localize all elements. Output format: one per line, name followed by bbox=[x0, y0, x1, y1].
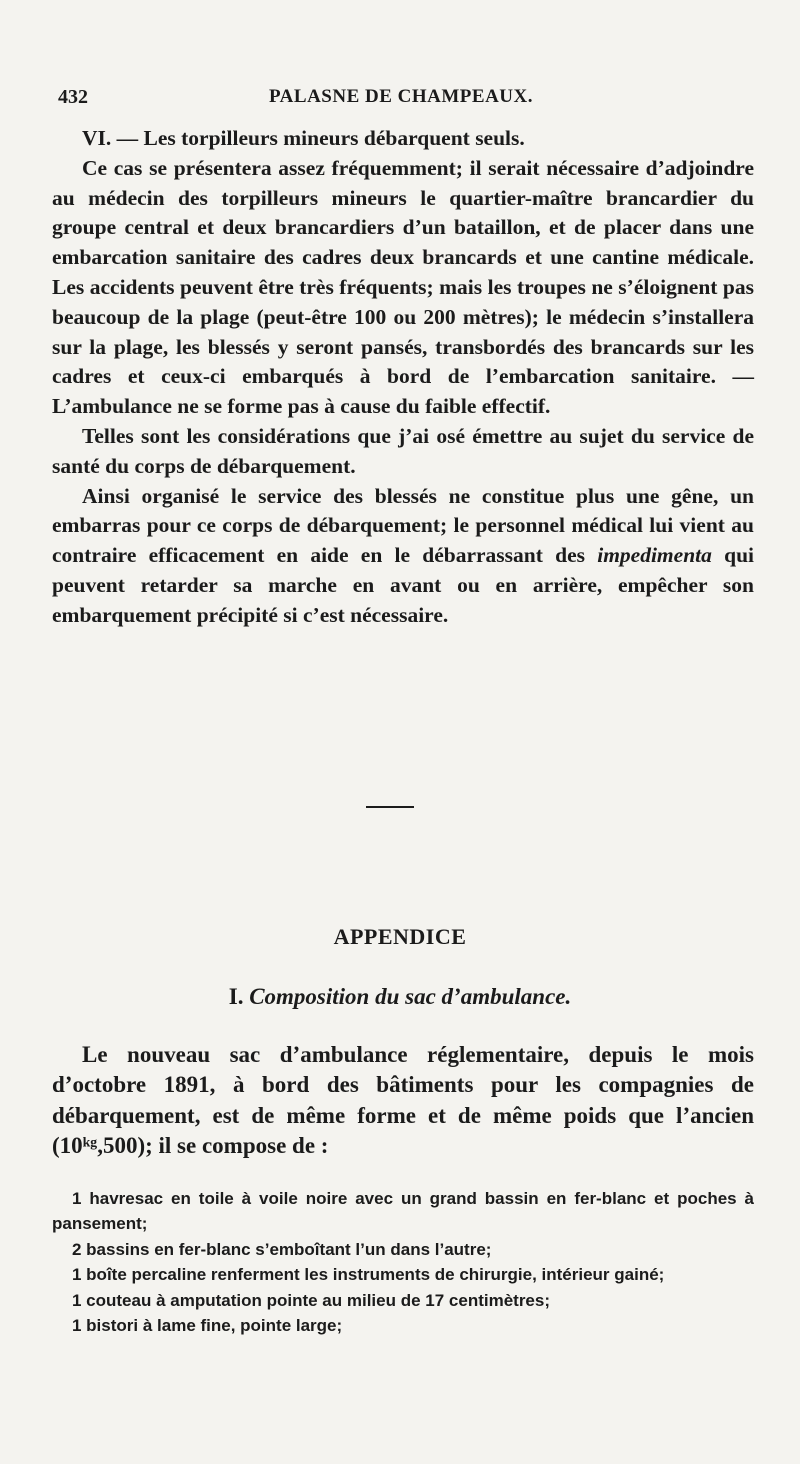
text-run: Ainsi organisé le service des blessés ne constitue plus une gêne, un embarras pour ce corps de débarquement; le personnel médical lui vient au contraire efficacement en aide en le débarrassant des bbox=[52, 483, 754, 568]
paragraph bbox=[52, 482, 754, 631]
list-item: 2 bassins en fer-blanc s’emboîtant l’un dans l’autre; bbox=[72, 1239, 492, 1259]
running-head bbox=[56, 84, 746, 114]
text-run: qui peuvent retarder sa marche en avant ou en arrière, empêcher son embarquement précipité si c’est nécessaire. bbox=[52, 543, 755, 627]
running-title: PALASNE DE CHAMPEAUX. bbox=[268, 86, 533, 107]
section-title-text: Composition du sac d’ambulance. bbox=[249, 984, 572, 1009]
italic-term: impedimenta bbox=[597, 543, 712, 568]
section-title bbox=[0, 984, 800, 1010]
item-list bbox=[52, 1186, 754, 1338]
page-number: 432 bbox=[58, 86, 88, 108]
paragraph: Le nouveau sac d’ambulance réglementaire, depuis le mois d’octobre 1891, à bord des bâtiments pour les compagnies de débarquement, est de même forme et de même poids que l’ancien (10ᵏᵍ,500); il se compose de : bbox=[52, 1042, 754, 1159]
section-divider bbox=[366, 806, 414, 808]
main-text bbox=[52, 124, 754, 631]
paragraph: Telles sont les considérations que j’ai osé émettre au sujet du service de santé du corps de débarquement. bbox=[52, 423, 754, 478]
list-item: 1 havresac en toile à voile noire avec un grand bassin en fer-blanc et poches à pansement; bbox=[52, 1189, 754, 1234]
list-item: 1 bistori à lame fine, pointe large; bbox=[72, 1316, 343, 1336]
appendix-title: APPENDICE bbox=[333, 924, 467, 949]
section-number: I. bbox=[228, 984, 244, 1009]
paragraph-heading-vi: VI. — Les torpilleurs mineurs débarquent seuls. bbox=[82, 126, 525, 150]
appendix-intro bbox=[52, 1040, 754, 1162]
list-item: 1 couteau à amputation pointe au milieu de 17 centimètres; bbox=[72, 1290, 551, 1310]
paragraph: Ce cas se présentera assez fréquemment; il serait nécessaire d’adjoindre au médecin des torpilleurs mineurs le quartier-maître brancardier du groupe central et deux brancardiers d’un bataillon, et de placer dans une embarcation sanitaire des cadres deux brancards et une cantine médicale. Les accidents peuvent être très fréquents; mais les troupes ne s’éloignent pas beaucoup de la plage (peut-être 100 ou 200 mètres); le médecin s’installera sur la plage, les blessés y seront pansés, transbordés des brancards sur les cadres et ceux-ci embarqués à bord de l’embarcation sanitaire. — L’ambulance ne se forme pas à cause du faible effectif. bbox=[52, 155, 754, 419]
list-item: 1 boîte percaline renferment les instruments de chirurgie, intérieur gainé; bbox=[72, 1265, 665, 1285]
